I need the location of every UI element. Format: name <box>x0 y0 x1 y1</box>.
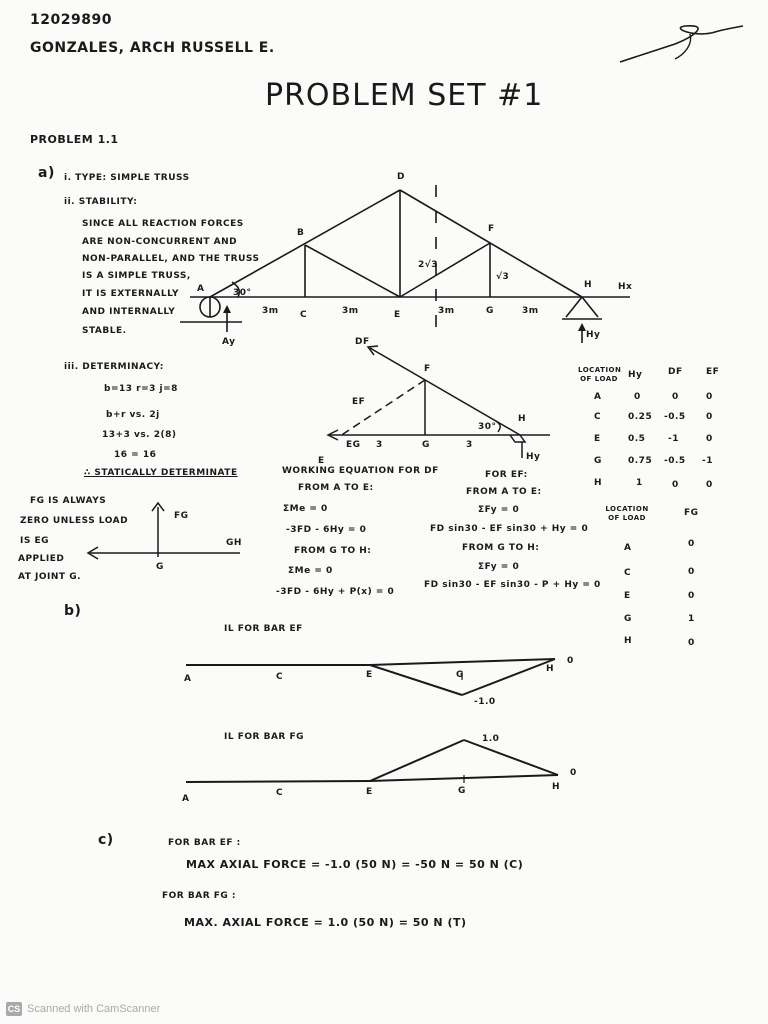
scanner-text: Scanned with CamScanner <box>27 1003 161 1015</box>
il-fg-point: H <box>552 782 561 792</box>
determinacy-line: b=13 r=3 j=8 <box>104 384 178 394</box>
fbd-hy-label: Hy <box>526 452 541 462</box>
ef-eq1: ΣFy = 0 <box>478 505 520 515</box>
il-fg-max: 1.0 <box>482 734 500 744</box>
il-ef-point: G <box>456 670 464 680</box>
span-label: 3m <box>342 306 359 316</box>
table2-cell: 1 <box>688 614 695 624</box>
table1-header-df: DF <box>668 367 683 377</box>
table1-cell: 0.5 <box>628 434 646 444</box>
problem-label: PROBLEM 1.1 <box>30 133 119 146</box>
il-fg-point: E <box>366 787 373 797</box>
table1-cell: -0.5 <box>664 456 686 466</box>
span-label: 3m <box>438 306 455 316</box>
df-eq2: -3FD - 6Hy = 0 <box>286 525 367 535</box>
table1-header-ef: EF <box>706 367 720 377</box>
fg-note-line: ZERO UNLESS LOAD <box>20 516 129 526</box>
fbd-g-label: G <box>156 562 164 572</box>
fg-note-line: AT JOINT G. <box>18 572 81 582</box>
fbd-angle-label: 30° <box>478 422 497 432</box>
fg-note-line: APPLIED <box>18 554 65 564</box>
determinacy-heading: iii. DETERMINACY: <box>64 362 164 372</box>
stability-line: IS A SIMPLE TRUSS, <box>82 271 191 281</box>
il-ef-end: 0 <box>567 656 574 666</box>
table2-cell: 0 <box>688 539 695 549</box>
table1-cell: 0 <box>706 392 713 402</box>
span-label: 3m <box>522 306 539 316</box>
table1-cell: 0 <box>706 412 713 422</box>
fg-max-result: MAX. AXIAL FORCE = 1.0 (50 N) = 50 N (T) <box>184 916 467 929</box>
stability-line: STABLE. <box>82 326 127 336</box>
table2-cell: H <box>624 636 633 646</box>
joint-g-fbd <box>80 495 250 565</box>
il-fg-point: G <box>458 786 466 796</box>
truss-node-f: F <box>488 224 495 234</box>
fbd-h-label: H <box>518 414 527 424</box>
df-eq-title: WORKING EQUATION FOR DF <box>282 466 439 476</box>
part-a-label: a) <box>38 165 55 181</box>
table1-cell: 0.75 <box>628 456 653 466</box>
determinacy-result: ∴ STATICALLY DETERMINATE <box>84 468 238 478</box>
ef-from-ae: FROM A TO E: <box>466 487 542 497</box>
stability-line: IT IS EXTERNALLY <box>82 289 179 299</box>
il-ef-point: H <box>546 664 555 674</box>
student-name: GONZALES, ARCH RUSSELL E. <box>30 40 275 56</box>
table1-cell: 0 <box>706 434 713 444</box>
table1-cell: 0 <box>672 392 679 402</box>
table1-cell: C <box>594 412 602 422</box>
df-eq4: -3FD - 6Hy + P(x) = 0 <box>276 587 395 597</box>
table1-cell: 1 <box>636 478 643 488</box>
fbd-gh-label: GH <box>226 538 242 548</box>
determinacy-line: 13+3 vs. 2(8) <box>102 430 177 440</box>
ef-eq2: FD sin30 - EF sin30 + Hy = 0 <box>430 524 589 534</box>
table1-cell: 0 <box>672 480 679 490</box>
il-fg-diagram <box>180 735 580 795</box>
ef-eq-title: FOR EF: <box>485 470 528 480</box>
il-fg-point: C <box>276 788 284 798</box>
fbd-span-label: 3 <box>376 440 383 450</box>
truss-node-g: G <box>486 306 494 316</box>
il-ef-diagram <box>180 650 580 710</box>
determinacy-line: b+r vs. 2j <box>106 410 160 420</box>
stability-line: ARE NON-CONCURRENT AND <box>82 237 238 247</box>
il-ef-min: -1.0 <box>474 697 496 707</box>
table2-cell: 0 <box>688 638 695 648</box>
fbd-e-label: E <box>318 456 325 466</box>
il-ef-title: IL FOR BAR EF <box>224 624 303 634</box>
truss-node-c: C <box>300 310 308 320</box>
fg-max-heading: FOR BAR FG : <box>162 891 237 901</box>
fbd-ef-label: EF <box>352 397 366 407</box>
table1-cell: -1 <box>702 456 713 466</box>
fg-note-line: FG IS ALWAYS <box>30 496 107 506</box>
determinacy-line: 16 = 16 <box>114 450 157 460</box>
part-b-label: b) <box>64 603 82 619</box>
table1-header-location: LOCATION OF LOAD <box>578 366 622 383</box>
ef-from-gh: FROM G TO H: <box>462 543 540 553</box>
table1-cell: 0 <box>634 392 641 402</box>
truss-node-a: A <box>197 284 205 294</box>
table2-header-location: LOCATION OF LOAD <box>605 505 649 522</box>
fg-note-line: IS EG <box>20 536 49 546</box>
reaction-hy: Hy <box>586 330 601 340</box>
scanner-watermark <box>6 1000 160 1018</box>
truss-node-h: H <box>584 280 593 290</box>
df-from-ae: FROM A TO E: <box>298 483 374 493</box>
table2-cell: G <box>624 614 632 624</box>
df-eq3: ΣMe = 0 <box>288 566 333 576</box>
fbd-f-label: F <box>424 364 431 374</box>
stability-line: AND INTERNALLY <box>82 307 176 317</box>
il-ef-point: A <box>184 674 192 684</box>
table2-header-fg: FG <box>684 508 699 518</box>
height-label: 2√3 <box>418 260 439 270</box>
table2-cell: C <box>624 568 632 578</box>
angle-label: 30° <box>233 288 252 298</box>
df-eq1: ΣMe = 0 <box>283 504 328 514</box>
table1-cell: G <box>594 456 602 466</box>
il-fg-title: IL FOR BAR FG <box>224 732 305 742</box>
ef-eq3: ΣFy = 0 <box>478 562 520 572</box>
df-from-gh: FROM G TO H: <box>294 546 372 556</box>
il-fg-point: A <box>182 794 190 804</box>
fbd-span-label: 3 <box>466 440 473 450</box>
fbd-df-label: DF <box>355 337 370 347</box>
part-c-label: c) <box>98 832 114 848</box>
page-title: PROBLEM SET #1 <box>265 78 544 113</box>
il-ef-point: E <box>366 670 373 680</box>
stability-heading: ii. STABILITY: <box>64 197 138 207</box>
span-label: 3m <box>262 306 279 316</box>
table1-header-hy: Hy <box>628 370 643 380</box>
table2-cell: 0 <box>688 567 695 577</box>
table2-cell: E <box>624 591 631 601</box>
reaction-ay: Ay <box>222 337 236 347</box>
stability-line: SINCE ALL REACTION FORCES <box>82 219 244 229</box>
ef-max-result: MAX AXIAL FORCE = -1.0 (50 N) = -50 N = 50 N (C) <box>186 858 524 871</box>
type-line: i. TYPE: SIMPLE TRUSS <box>64 173 190 183</box>
table1-cell: 0.25 <box>628 412 653 422</box>
fbd-eg-label: EG <box>346 440 361 450</box>
table1-cell: E <box>594 434 601 444</box>
signature-graphic <box>615 14 745 66</box>
truss-node-b: B <box>297 228 305 238</box>
table2-cell: 0 <box>688 591 695 601</box>
student-id: 12029890 <box>30 12 112 28</box>
reaction-hx: Hx <box>618 282 633 292</box>
truss-diagram <box>170 165 640 345</box>
il-fg-end: 0 <box>570 768 577 778</box>
ef-eq4: FD sin30 - EF sin30 - P + Hy = 0 <box>424 580 601 590</box>
height-label: √3 <box>496 272 510 282</box>
il-ef-point: C <box>276 672 284 682</box>
truss-node-d: D <box>397 172 405 182</box>
table1-cell: -1 <box>668 434 679 444</box>
stability-line: NON-PARALLEL, AND THE TRUSS <box>82 254 260 264</box>
truss-node-e: E <box>394 310 401 320</box>
ef-max-heading: FOR BAR EF : <box>168 838 241 848</box>
table1-cell: H <box>594 478 603 488</box>
fbd-g-node-label: G <box>422 440 430 450</box>
fbd-fg-label: FG <box>174 511 189 521</box>
table1-cell: -0.5 <box>664 412 686 422</box>
table2-cell: A <box>624 543 632 553</box>
table1-cell: 0 <box>706 480 713 490</box>
camscanner-logo-icon: CS <box>7 1004 21 1014</box>
table1-cell: A <box>594 392 602 402</box>
